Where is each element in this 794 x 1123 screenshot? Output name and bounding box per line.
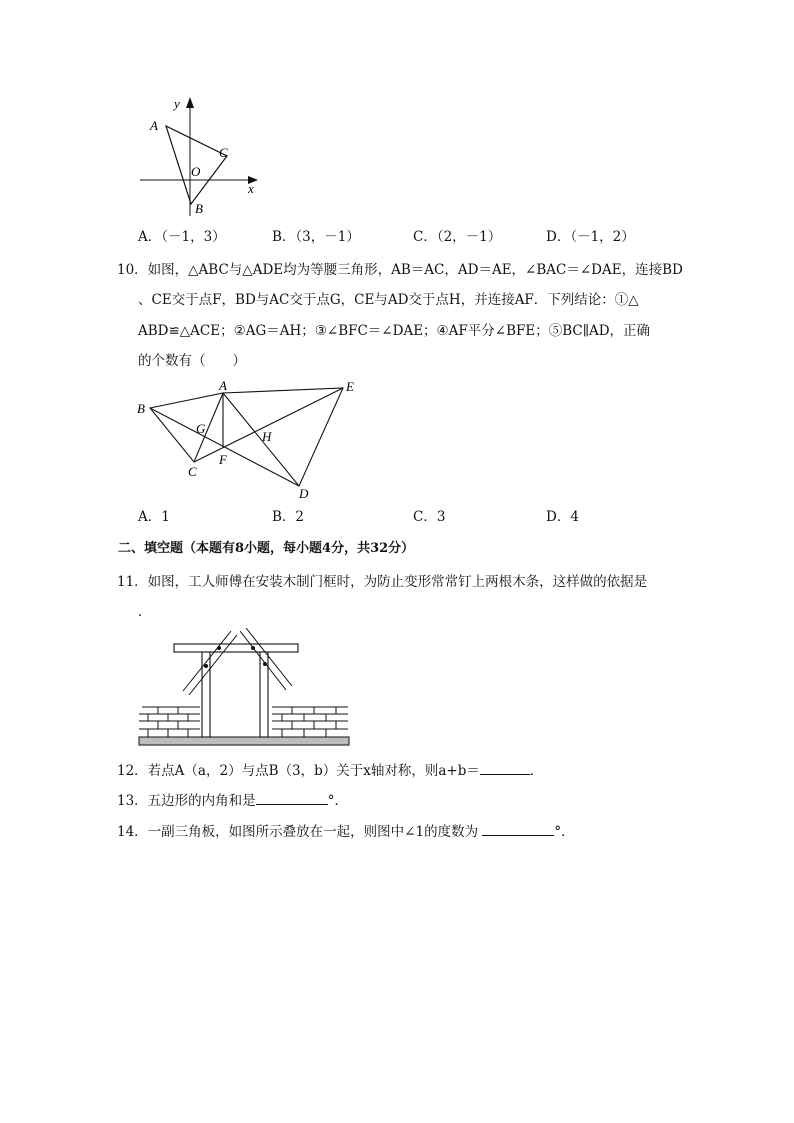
- label-x: x: [248, 181, 254, 196]
- q14-answer-blank[interactable]: [482, 821, 554, 836]
- q10-option-b: [272, 508, 304, 526]
- q9-option-d-value: （－1，2）: [570, 229, 635, 245]
- q14-text: 14．一副三角板，如图所示叠放在一起，则图中∠1的度数为: [117, 824, 483, 840]
- q10-option-d-letter: D．: [546, 509, 571, 525]
- segment-ce: [194, 388, 343, 462]
- q9-option-d-letter: D．: [546, 229, 571, 245]
- label-a: A: [219, 378, 227, 393]
- label-o: O: [191, 164, 201, 179]
- label-g: G: [196, 421, 206, 436]
- q10-text-line-3: ABD≌△ACE；②AG＝AH；③∠BFC＝∠DAE；④AF平分∠BFE；⑤BC∥AD，正确: [138, 323, 651, 339]
- label-h: H: [262, 429, 272, 444]
- q12-text: 12．若点A（a，2）与点B（3，b）关于x轴对称，则a+b＝: [117, 763, 480, 779]
- q10-triangles-figure: [130, 376, 370, 504]
- label-a: A: [150, 118, 158, 133]
- label-c: C: [219, 145, 228, 160]
- q10-option-c-letter: C．: [413, 509, 437, 525]
- nail-right-1: [251, 646, 255, 650]
- q14-line: [117, 821, 575, 841]
- q10-option-c: [413, 508, 445, 526]
- q10-option-a-value: 1: [161, 509, 170, 525]
- q11-door-frame-figure: [136, 628, 352, 748]
- q14-suffix: °．: [554, 824, 575, 840]
- q9-option-a: [138, 228, 226, 246]
- q9-option-b: [272, 228, 360, 246]
- q9-option-a-value: （－1，3）: [161, 229, 226, 245]
- q9-option-b-value: （3，－1）: [295, 229, 360, 245]
- q10-text-line-2: 、CE交于点F，BD与AC交于点G，CE与AD交于点H，并连接AF．下列结论：①△: [138, 292, 639, 308]
- label-y: y: [174, 96, 180, 111]
- label-d: D: [299, 486, 309, 501]
- q13-suffix: °．: [327, 793, 348, 809]
- q10-option-b-value: 2: [295, 509, 305, 525]
- q9-option-d: [546, 228, 635, 246]
- q10-text-line-4: 的个数有（ ）: [138, 353, 246, 369]
- q9-coordinate-figure: [130, 92, 270, 222]
- q12-suffix: ．: [529, 763, 544, 779]
- nail-right-2: [263, 662, 267, 666]
- y-axis-arrow: [186, 97, 194, 108]
- q10-option-c-value: 3: [436, 509, 446, 525]
- label-f: F: [219, 452, 227, 467]
- q13-text: 13．五边形的内角和是: [117, 793, 256, 809]
- q9-option-c-letter: C．: [413, 229, 437, 245]
- label-b: B: [195, 201, 203, 216]
- ground-base: [139, 737, 349, 745]
- q13-answer-blank[interactable]: [256, 790, 328, 805]
- q9-option-c-value: （2，－1）: [436, 229, 502, 245]
- q11-text-line-2: ．: [138, 604, 152, 620]
- q10-option-a: [138, 508, 170, 526]
- label-b: B: [137, 401, 145, 416]
- nail-left-2: [217, 646, 221, 650]
- q12-line: [117, 760, 543, 780]
- q10-text-line-1: 10．如图，△ABC与△ADE均为等腰三角形，AB＝AC，AD＝AE，∠BAC＝∠DAE，连接BD: [117, 262, 683, 278]
- q10-option-d: [546, 508, 579, 526]
- triangle-ade: [223, 388, 343, 486]
- q10-option-b-letter: B．: [272, 509, 296, 525]
- left-brick-wall: [139, 707, 200, 737]
- q11-text-line-1: 11．如图，工人师傅在安装木制门框时，为防止变形常常钉上两根木条，这样做的依据是: [117, 574, 648, 590]
- right-brick-wall: [272, 707, 348, 737]
- q9-option-b-letter: B．: [272, 229, 296, 245]
- q12-answer-blank[interactable]: [480, 760, 530, 775]
- q10-option-a-letter: A．: [138, 509, 162, 525]
- nail-left-1: [204, 664, 208, 668]
- label-c: C: [188, 464, 197, 479]
- label-e: E: [346, 379, 354, 394]
- section-2-heading: 二、填空题（本题有8小题，每小题4分，共32分）: [118, 541, 415, 556]
- q10-option-d-value: 4: [570, 509, 579, 525]
- door-top-beam: [174, 644, 298, 652]
- q13-line: [117, 790, 348, 810]
- q9-option-c: [413, 228, 501, 246]
- q9-option-a-letter: A．: [138, 229, 162, 245]
